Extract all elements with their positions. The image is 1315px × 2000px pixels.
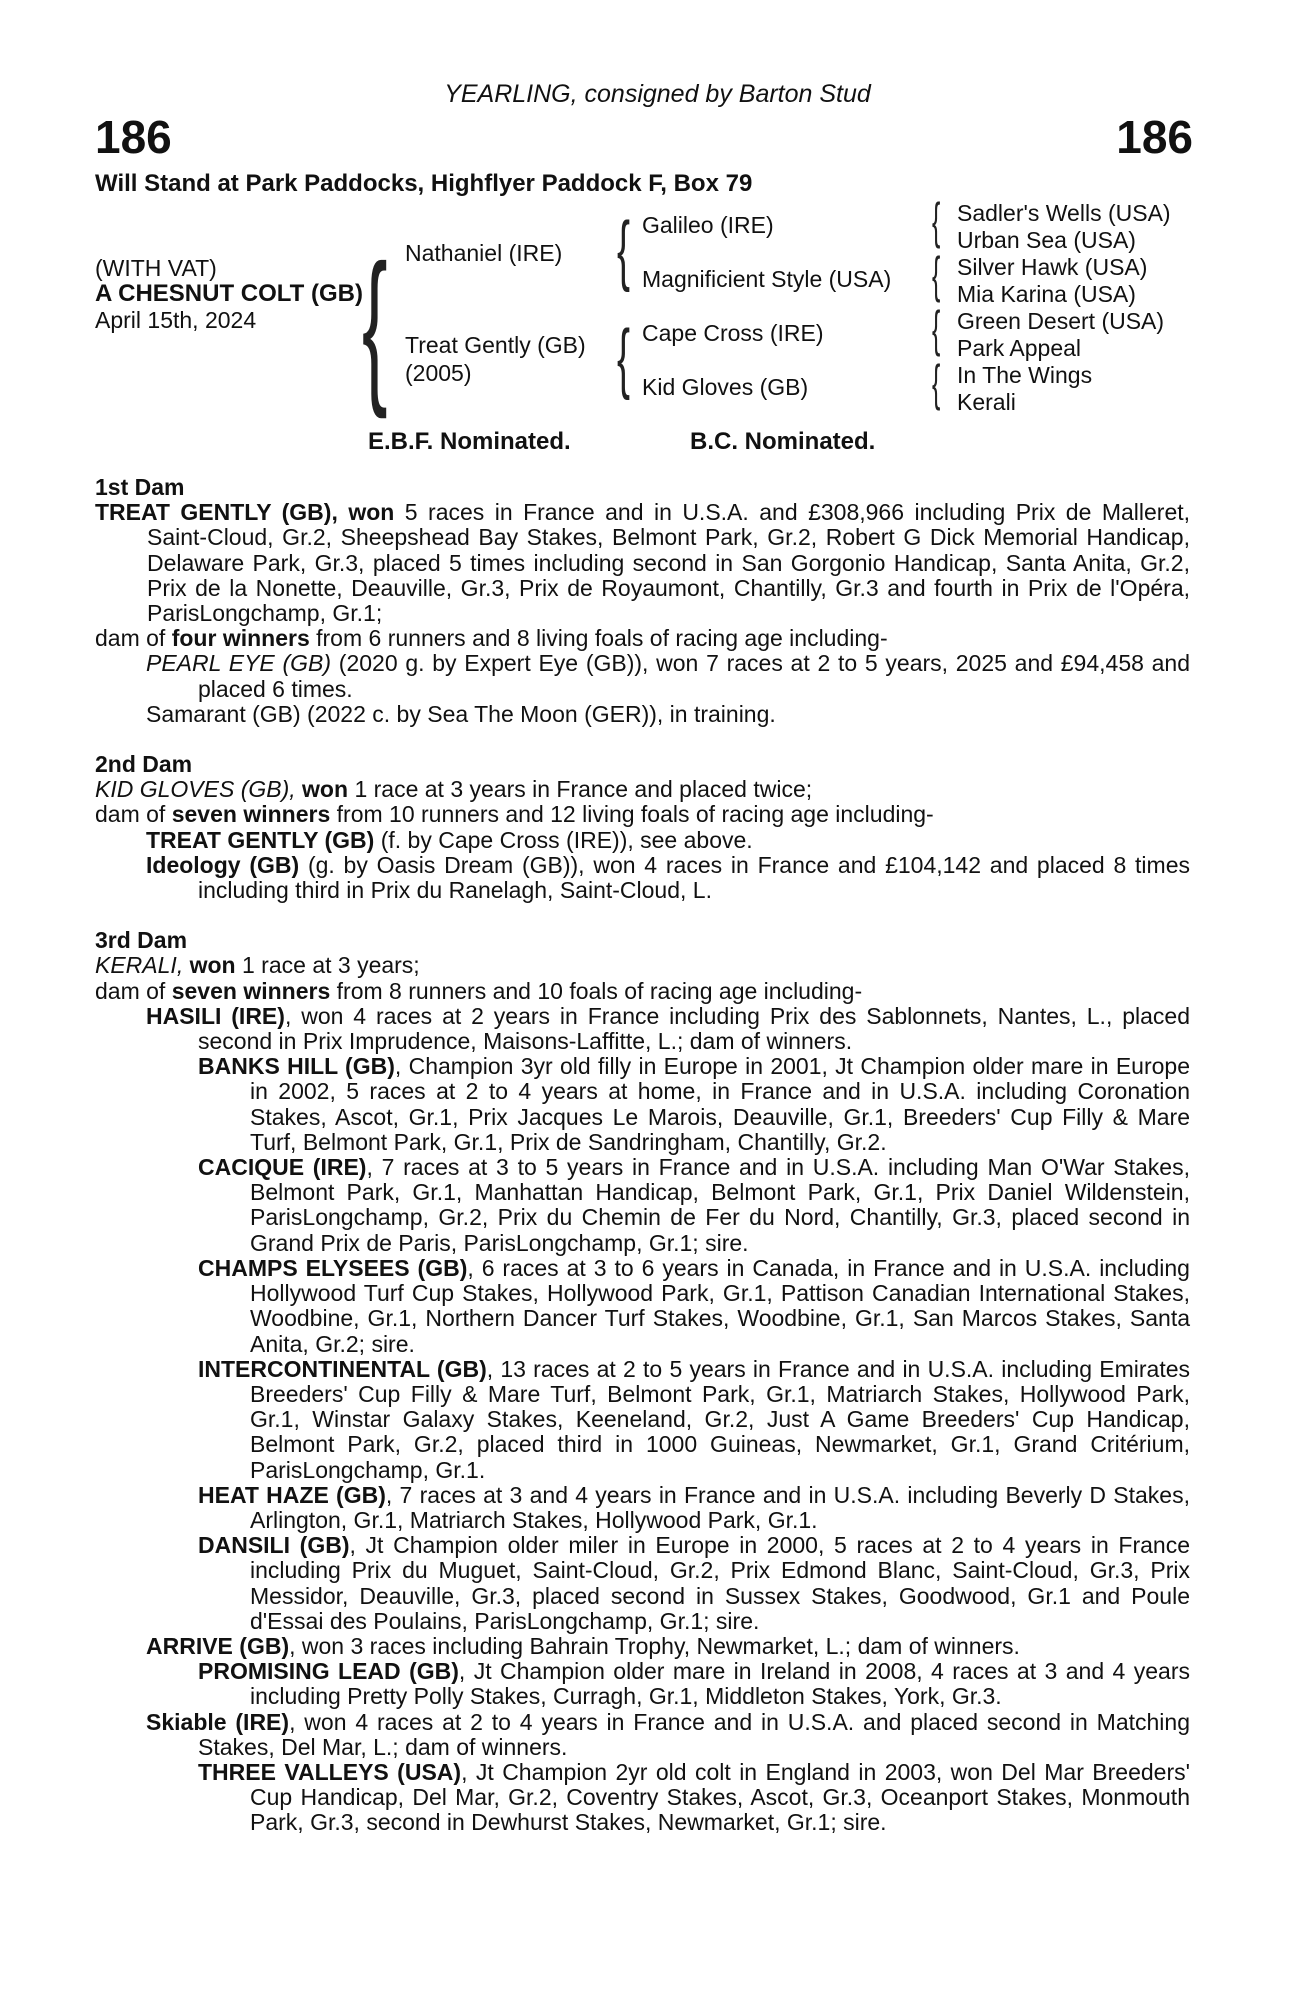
winners-count: seven winners xyxy=(171,977,331,1004)
produce-text: , Champion 3yr old filly in Europe in 2001, Jt Champion older mare in Europe in 2002, 5 races at 2 to 4 years at home, in France and in U.S.A. including Coronation Stakes, Ascot, Gr.1, Prix Jacques Le Marois, Deauville, Gr.1, Breeders' Cup Filly & Mare Turf, Belmont Park, Gr.1, Prix de Sandringham, Chantilly, Gr.2. xyxy=(250,1053,1191,1155)
pedigree-g6: Park Appeal xyxy=(957,335,1082,361)
produce-name: BANKS HILL (GB) xyxy=(198,1053,395,1080)
second-dam-name: KID GLOVES (GB), xyxy=(95,776,296,803)
sire-brace: { xyxy=(617,205,631,293)
pedigree-g3: Silver Hawk (USA) xyxy=(957,254,1148,280)
second-dam-won: won xyxy=(302,776,349,803)
first-dam-record xyxy=(95,500,1190,626)
produce-entry xyxy=(95,1760,1190,1836)
produce-name: HEAT HAZE (GB) xyxy=(198,1481,386,1508)
produce-text: , 13 races at 2 to 5 years in France and in U.S.A. including Emirates Breeders' Cup Filly & Mare Turf, Belmont Park, Gr.1, Matriarch Stakes, Hollywood Park, Gr.1, Winstar Galaxy Stakes, Keeneland, Gr.2, Just A Game Breeders' Cup Handicap, Belmont Park, Gr.2, placed third in 1000 Guineas, Newmarket, Gr.1, Grand Critérium, ParisLongchamp, Gr.1. xyxy=(250,1355,1191,1483)
winners-count: four winners xyxy=(171,625,310,652)
vat-note: (WITH VAT) xyxy=(95,255,217,281)
produce-text: , won 4 races at 2 years in France including Prix des Sablonnets, Nantes, L., placed second in Prix Imprudence, Maisons-Laffitte, L.; dam of winners. xyxy=(198,1002,1190,1055)
first-dam-won: won xyxy=(348,499,395,526)
pedigree-g8: Kerali xyxy=(957,389,1016,415)
ebf-nominated: E.B.F. Nominated. xyxy=(368,428,571,455)
pedigree-dam: Treat Gently (GB) xyxy=(405,332,586,358)
dam-of-label: dam of xyxy=(95,977,166,1004)
third-dam-heading: 3rd Dam xyxy=(95,927,188,954)
lot-number-right: 186 xyxy=(1116,111,1193,163)
produce-name: PEARL EYE (GB) xyxy=(146,650,332,677)
first-dam-produce-1 xyxy=(95,651,1190,701)
foaling-date: April 15th, 2024 xyxy=(95,307,257,333)
g-brace-4: { xyxy=(932,355,941,411)
produce-entry xyxy=(95,1357,1190,1483)
produce-text: Samarant (GB) (2022 c. by Sea The Moon (GER)), in training. xyxy=(146,700,776,727)
produce-entry xyxy=(95,1054,1190,1155)
dam-brace: { xyxy=(617,313,631,401)
pedigree-g2: Urban Sea (USA) xyxy=(957,227,1136,253)
pedigree-dam-year: (2005) xyxy=(405,360,472,386)
produce-text: , Jt Champion older mare in Ireland in 2008, 4 races at 3 and 4 years including Pretty Polly Stakes, Curragh, Gr.1, Middleton Stakes, York, Gr.3. xyxy=(250,1658,1190,1710)
produce-entry xyxy=(95,1004,1190,1054)
second-dam-text: 1 race at 3 years in France and placed twice; xyxy=(354,776,813,803)
produce-text: , 7 races at 3 and 4 years in France and in U.S.A. including Beverly D Stakes, Arlington, Gr.1, Matriarch Stakes, Hollywood Park, Gr.1. xyxy=(250,1481,1190,1533)
third-dam-won: won xyxy=(189,952,236,979)
dam-of-label: dam of xyxy=(95,801,166,828)
produce-name: HASILI (IRE) xyxy=(146,1002,285,1029)
horse-info xyxy=(95,255,365,333)
dam-records xyxy=(95,475,1190,1836)
produce-text: (f. by Cape Cross (IRE)), see above. xyxy=(380,826,753,853)
produce-entry xyxy=(95,1710,1190,1760)
third-dam-text: 1 race at 3 years; xyxy=(242,952,420,979)
dam-of-label: dam of xyxy=(95,625,166,652)
produce-name: THREE VALLEYS (USA) xyxy=(198,1758,462,1785)
produce-name: INTERCONTINENTAL (GB) xyxy=(198,1355,487,1382)
produce-text: , 6 races at 3 to 6 years in Canada, in France and in U.S.A. including Hollywood Turf Cup Stakes, Hollywood Park, Gr.1, Pattison Canadian International Stakes, Woodbine, Gr.1, Northern Dancer Turf Stakes, Woodbine, Gr.1, San Marcos Stakes, Santa Anita, Gr.2; sire. xyxy=(250,1254,1190,1357)
produce-text: (g. by Oasis Dream (GB)), won 4 races in France and £104,142 and placed 8 times including third in Prix du Ranelagh, Saint-Cloud, L. xyxy=(198,851,1190,904)
produce-entry xyxy=(95,1483,1190,1533)
g-brace-1: { xyxy=(932,193,941,249)
third-dam-record xyxy=(95,953,1190,978)
produce-text: , won 4 races at 2 to 4 years in France and in U.S.A. and placed second in Matching Stakes, Del Mar, L.; dam of winners. xyxy=(198,1708,1190,1760)
pedigree-dam-dam: Kid Gloves (GB) xyxy=(642,374,809,400)
produce-name: PROMISING LEAD (GB) xyxy=(198,1658,459,1685)
produce-name: CHAMPS ELYSEES (GB) xyxy=(198,1254,468,1281)
third-dam-produce-summary xyxy=(95,979,1190,1004)
horse-description: A CHESNUT COLT (GB) xyxy=(95,280,363,307)
produce-text: (2020 g. by Expert Eye (GB)), won 7 races at 2 to 5 years, 2025 and £94,458 and placed 6 times. xyxy=(198,650,1190,702)
second-dam-heading: 2nd Dam xyxy=(95,751,193,778)
pedigree-sire-dam: Magnificient Style (USA) xyxy=(642,266,892,292)
first-dam-name: TREAT GENTLY (GB), xyxy=(95,499,338,526)
produce-text: , 7 races at 3 to 5 years in France and in U.S.A. including Man O'War Stakes, Belmont Park, Gr.1, Manhattan Handicap, Belmont Park, Gr.1, Prix Daniel Wildenstein, ParisLongchamp, Gr.2, Prix du Chemin de Fer du Nord, Chantilly, Gr.3, placed second in Grand Prix de Paris, ParisLongchamp, Gr.1; sire. xyxy=(250,1154,1190,1256)
sire-dam-brace: { xyxy=(362,230,388,420)
first-dam-text: 5 races in France and in U.S.A. and £308,966 including Prix de Malleret, Saint-Cloud, Gr.2, Sheepshead Bay Stakes, Belmont Park, Gr.2, Robert G Dick Memorial Handicap, Delaware Park, Gr.3, placed 5 times including second in San Gorgonio Handicap, Santa Anita, Gr.2, Prix de la Nonette, Deauville, Gr.3, Prix de Royaumont, Chantilly, Gr.3 and fourth in Prix de l'Opéra, ParisLongchamp, Gr.1; xyxy=(147,499,1191,627)
catalogue-subtitle: YEARLING, consigned by Barton Stud xyxy=(444,80,871,108)
runners-summary: from 8 runners and 10 foals of racing age including- xyxy=(336,977,863,1004)
pedigree-g1: Sadler's Wells (USA) xyxy=(957,200,1171,226)
second-dam-record xyxy=(95,777,1190,802)
produce-text: , Jt Champion older miler in Europe in 2000, 5 races at 2 to 4 years in France including Prix du Muguet, Saint-Cloud, Gr.2, Prix Edmond Blanc, Saint-Cloud, Gr.3, Prix Messidor, Deauville, Gr.3, placed second in Sussex Stakes, Goodwood, Gr.1 and Poule d'Essai des Poulains, ParisLongchamp, Gr.1; sire. xyxy=(250,1532,1190,1634)
g-brace-2: { xyxy=(932,247,941,303)
stand-location: Will Stand at Park Paddocks, Highflyer Paddock F, Box 79 xyxy=(95,170,753,197)
second-dam-produce-summary xyxy=(95,802,1190,827)
runners-summary: from 10 runners and 12 living foals of racing age including- xyxy=(336,801,934,828)
produce-name: TREAT GENTLY (GB) xyxy=(146,826,375,853)
produce-name: DANSILI (GB) xyxy=(198,1532,350,1559)
produce-text: , won 3 races including Bahrain Trophy, Newmarket, L.; dam of winners. xyxy=(289,1632,1020,1659)
produce-name: CACIQUE (IRE) xyxy=(198,1154,367,1181)
pedigree-g5: Green Desert (USA) xyxy=(957,308,1165,334)
produce-entry xyxy=(95,1659,1190,1709)
second-dam-produce-2 xyxy=(95,853,1190,903)
produce-name: Ideology (GB) xyxy=(146,851,300,878)
pedigree-g4: Mia Karina (USA) xyxy=(957,281,1136,307)
first-dam-produce-summary xyxy=(95,626,1190,651)
produce-entry xyxy=(95,1634,1190,1659)
third-dam-name: KERALI, xyxy=(95,952,184,979)
produce-entry xyxy=(95,1256,1190,1357)
pedigree-g7: In The Wings xyxy=(957,362,1093,388)
g-brace-3: { xyxy=(932,301,941,357)
bc-nominated: B.C. Nominated. xyxy=(690,428,876,455)
produce-name: ARRIVE (GB) xyxy=(146,1632,290,1659)
runners-summary: from 6 runners and 8 living foals of racing age including- xyxy=(316,625,888,652)
pedigree-sire: Nathaniel (IRE) xyxy=(405,240,563,266)
winners-count: seven winners xyxy=(171,801,331,828)
lot-number-left: 186 xyxy=(95,111,172,163)
second-dam-produce-1 xyxy=(95,828,1190,853)
produce-text: , Jt Champion 2yr old colt in England in 2003, won Del Mar Breeders' Cup Handicap, Del Mar, Gr.2, Coventry Stakes, Ascot, Gr.3, Oceanport Stakes, Monmouth Park, Gr.3, second in Dewhurst Stakes, Newmarket, Gr.1; sire. xyxy=(250,1758,1190,1836)
pedigree-sire-sire: Galileo (IRE) xyxy=(642,212,774,238)
pedigree-dam-sire: Cape Cross (IRE) xyxy=(642,320,824,346)
first-dam-heading: 1st Dam xyxy=(95,474,185,500)
first-dam-produce-2 xyxy=(95,702,1190,727)
produce-entry xyxy=(95,1533,1190,1634)
produce-entry xyxy=(95,1155,1190,1256)
produce-name: Skiable (IRE) xyxy=(146,1708,290,1735)
